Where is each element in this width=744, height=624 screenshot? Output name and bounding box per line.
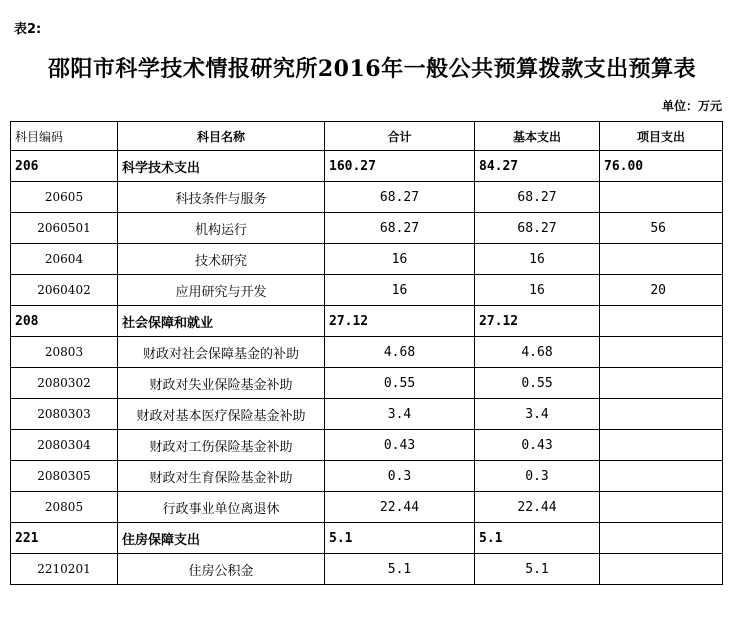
cell-basic: 84.27 [475, 151, 600, 182]
table-row [11, 523, 723, 554]
table-row [11, 337, 723, 368]
cell-name: 机构运行 [118, 213, 325, 244]
cell-basic: 0.3 [475, 461, 600, 492]
cell-total: 68.27 [325, 213, 475, 244]
table-label: 表2: [14, 22, 42, 37]
table-row [11, 244, 723, 275]
cell-basic: 5.1 [475, 523, 600, 554]
cell-basic: 5.1 [475, 554, 600, 585]
cell-total: 68.27 [325, 182, 475, 213]
cell-project [600, 492, 723, 523]
cell-basic: 3.4 [475, 399, 600, 430]
cell-total: 0.43 [325, 430, 475, 461]
cell-code: 20805 [11, 492, 118, 523]
table-row [11, 492, 723, 523]
cell-project [600, 368, 723, 399]
table-row [11, 275, 723, 306]
header-basic: 基本支出 [475, 122, 600, 151]
cell-total: 16 [325, 244, 475, 275]
header-project: 项目支出 [600, 122, 723, 151]
cell-code: 221 [11, 523, 118, 554]
cell-project [600, 244, 723, 275]
cell-basic: 22.44 [475, 492, 600, 523]
cell-code: 20803 [11, 337, 118, 368]
cell-project [600, 430, 723, 461]
cell-project: 20 [600, 275, 723, 306]
table-row [11, 306, 723, 337]
cell-basic: 0.43 [475, 430, 600, 461]
cell-total: 160.27 [325, 151, 475, 182]
cell-basic: 27.12 [475, 306, 600, 337]
cell-basic: 68.27 [475, 182, 600, 213]
cell-total: 5.1 [325, 523, 475, 554]
cell-code: 20605 [11, 182, 118, 213]
cell-basic: 68.27 [475, 213, 600, 244]
table-row [11, 399, 723, 430]
cell-basic: 16 [475, 275, 600, 306]
cell-code: 2080304 [11, 430, 118, 461]
cell-project [600, 337, 723, 368]
cell-code: 206 [11, 151, 118, 182]
cell-basic: 0.55 [475, 368, 600, 399]
cell-name: 财政对生育保险基金补助 [118, 461, 325, 492]
cell-total: 3.4 [325, 399, 475, 430]
table-row [11, 182, 723, 213]
header-code: 科目编码 [11, 122, 118, 151]
cell-name: 财政对社会保障基金的补助 [118, 337, 325, 368]
header-total: 合计 [325, 122, 475, 151]
cell-project: 76.00 [600, 151, 723, 182]
budget-table [10, 121, 723, 585]
cell-name: 社会保障和就业 [118, 306, 325, 337]
cell-project [600, 306, 723, 337]
cell-basic: 16 [475, 244, 600, 275]
cell-total: 0.55 [325, 368, 475, 399]
cell-total: 0.3 [325, 461, 475, 492]
cell-code: 208 [11, 306, 118, 337]
cell-basic: 4.68 [475, 337, 600, 368]
cell-name: 行政事业单位离退休 [118, 492, 325, 523]
cell-project [600, 399, 723, 430]
table-header-row [11, 122, 723, 151]
cell-code: 2080302 [11, 368, 118, 399]
table-row [11, 368, 723, 399]
table-row [11, 430, 723, 461]
header-name: 科目名称 [118, 122, 325, 151]
cell-code: 2060501 [11, 213, 118, 244]
cell-code: 2060402 [11, 275, 118, 306]
cell-total: 4.68 [325, 337, 475, 368]
cell-name: 住房保障支出 [118, 523, 325, 554]
cell-name: 财政对工伤保险基金补助 [118, 430, 325, 461]
cell-name: 技术研究 [118, 244, 325, 275]
cell-project [600, 523, 723, 554]
page-title: 邵阳市科学技术情报研究所2016年一般公共预算拨款支出预算表 [47, 56, 697, 82]
cell-name: 应用研究与开发 [118, 275, 325, 306]
cell-total: 16 [325, 275, 475, 306]
cell-total: 22.44 [325, 492, 475, 523]
cell-code: 2080305 [11, 461, 118, 492]
cell-name: 科学技术支出 [118, 151, 325, 182]
table-row [11, 151, 723, 182]
table-row [11, 213, 723, 244]
cell-project [600, 461, 723, 492]
cell-project: 56 [600, 213, 723, 244]
cell-total: 27.12 [325, 306, 475, 337]
cell-code: 2080303 [11, 399, 118, 430]
cell-project [600, 554, 723, 585]
cell-code: 20604 [11, 244, 118, 275]
cell-name: 科技条件与服务 [118, 182, 325, 213]
cell-project [600, 182, 723, 213]
table-row [11, 461, 723, 492]
cell-name: 财政对基本医疗保险基金补助 [118, 399, 325, 430]
cell-name: 住房公积金 [118, 554, 325, 585]
cell-code: 2210201 [11, 554, 118, 585]
cell-total: 5.1 [325, 554, 475, 585]
unit-label: 单位：万元 [661, 99, 722, 113]
cell-name: 财政对失业保险基金补助 [118, 368, 325, 399]
table-row [11, 554, 723, 585]
